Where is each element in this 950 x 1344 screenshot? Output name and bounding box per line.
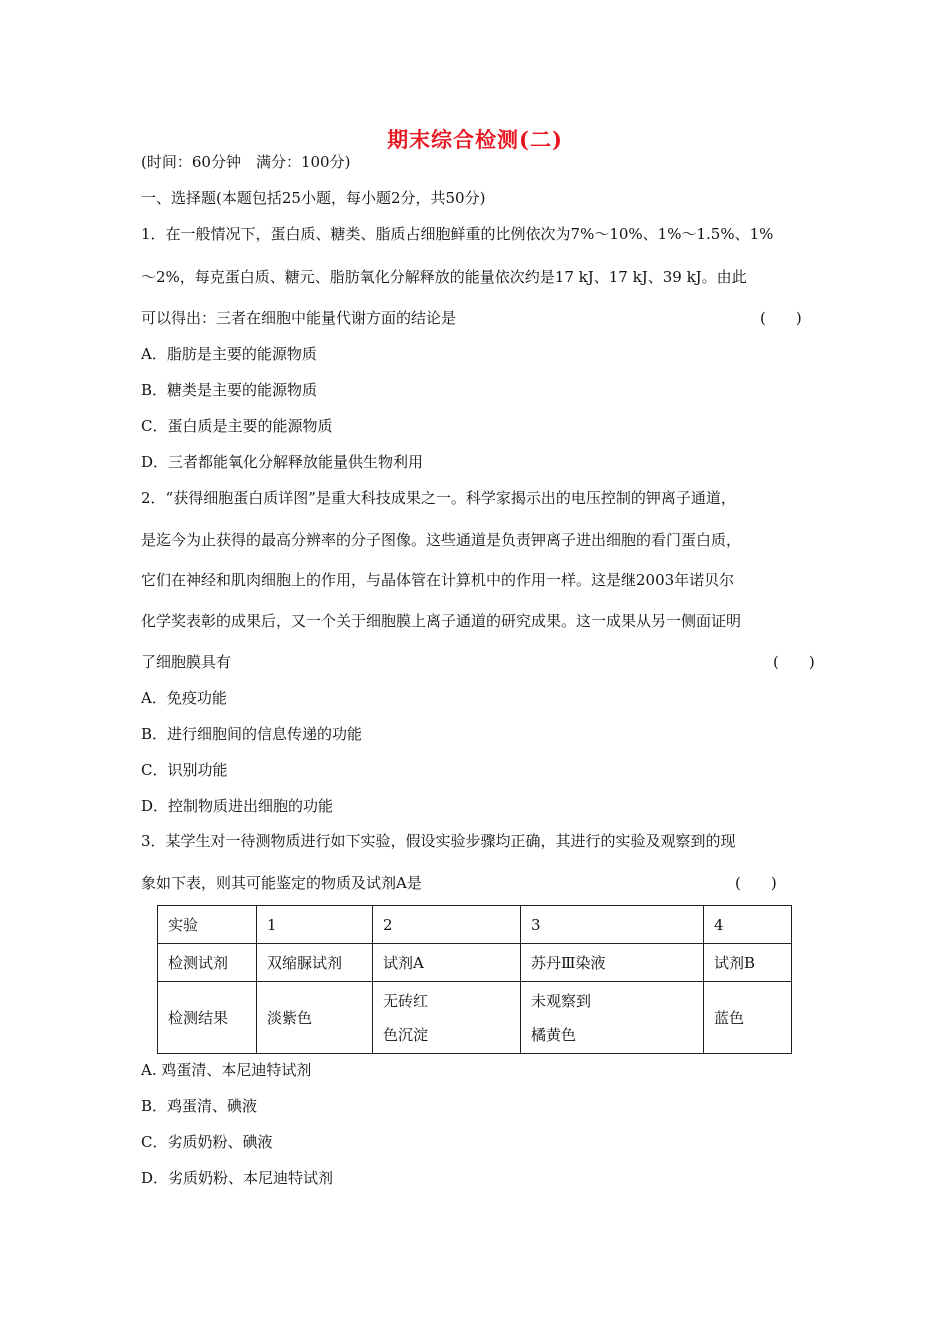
q1-option-b: B．糖类是主要的能源物质: [141, 381, 318, 399]
table-cell: 苏丹Ⅲ染液: [521, 944, 704, 982]
q1-option-a: A．脂肪是主要的能源物质: [141, 345, 317, 363]
table-row-result: [158, 982, 792, 1054]
table-cell: 检测试剂: [158, 944, 257, 982]
table-cell: 3: [521, 906, 704, 944]
q2-line-5: 了细胞膜具有: [141, 653, 232, 671]
q2-answer-bracket: ( ): [773, 653, 815, 671]
q3-option-b: B．鸡蛋清、碘液: [141, 1097, 258, 1115]
q3-option-d: D．劣质奶粉、本尼迪特试剂: [141, 1169, 334, 1187]
q1-option-c: C．蛋白质是主要的能源物质: [141, 417, 333, 435]
q1-answer-bracket: ( ): [760, 309, 802, 327]
table-cell-line: 未观察到: [531, 991, 592, 1010]
q2-line-3: 它们在神经和肌肉细胞上的作用，与晶体管在计算机中的作用一样。这是继2003年诺贝尔: [141, 571, 735, 589]
table-cell: 淡紫色: [257, 982, 373, 1054]
q2-option-b: B．进行细胞间的信息传递的功能: [141, 725, 363, 743]
table-row-header: [158, 906, 792, 944]
experiment-table: [157, 905, 792, 1054]
q3-option-a: A. 鸡蛋清、本尼迪特试剂: [141, 1061, 312, 1079]
q1-line-1: 1．在一般情况下，蛋白质、糖类、脂质占细胞鲜重的比例依次为7%～10%、1%～1.5%、1%: [141, 225, 774, 243]
q2-option-a: A．免疫功能: [141, 689, 227, 707]
table-cell-two-line: [373, 982, 521, 1054]
q3-answer-bracket: ( ): [735, 874, 777, 892]
q1-option-d: D．三者都能氧化分解释放能量供生物利用: [141, 453, 424, 471]
q2-line-1: 2．“获得细胞蛋白质详图”是重大科技成果之一。科学家揭示出的电压控制的钾离子通道，: [141, 489, 736, 507]
table-cell: 双缩脲试剂: [257, 944, 373, 982]
table-cell: 蓝色: [704, 982, 792, 1054]
q1-line-2: ～2%，每克蛋白质、糖元、脂肪氧化分解释放的能量依次约是17 kJ、17 kJ、39 kJ。由此: [141, 268, 747, 286]
q1-line-3: 可以得出：三者在细胞中能量代谢方面的结论是: [141, 309, 457, 327]
q3-line-2: 象如下表，则其可能鉴定的物质及试剂A是: [141, 874, 422, 892]
q2-line-2: 是迄今为止获得的最高分辨率的分子图像。这些通道是负责钾离子进出细胞的看门蛋白质，: [141, 531, 742, 549]
table-cell: 1: [257, 906, 373, 944]
table-cell: 试剂B: [704, 944, 792, 982]
page-title: 期末综合检测(二): [387, 127, 563, 152]
table-row-reagent: [158, 944, 792, 982]
table-cell: 实验: [158, 906, 257, 944]
table-cell-line: 橘黄色: [531, 1025, 577, 1044]
q2-line-4: 化学奖表彰的成果后，又一个关于细胞膜上离子通道的研究成果。这一成果从另一侧面证明: [141, 612, 742, 630]
table-cell: 4: [704, 906, 792, 944]
table-cell-two-line: [521, 982, 704, 1054]
q3-option-c: C．劣质奶粉、碘液: [141, 1133, 273, 1151]
section-heading: 一、选择题(本题包括25小题，每小题2分，共50分): [141, 189, 486, 207]
q3-line-1: 3．某学生对一待测物质进行如下实验，假设实验步骤均正确，其进行的实验及观察到的现: [141, 832, 736, 850]
exam-meta: (时间：60分钟 满分：100分): [141, 153, 351, 171]
table-cell: 2: [373, 906, 521, 944]
table-cell: 检测结果: [158, 982, 257, 1054]
table-cell-line: 无砖红: [383, 991, 429, 1010]
table-cell-line: 色沉淀: [383, 1025, 429, 1044]
q2-option-c: C．识别功能: [141, 761, 228, 779]
q2-option-d: D．控制物质进出细胞的功能: [141, 797, 334, 815]
table-cell: 试剂A: [373, 944, 521, 982]
